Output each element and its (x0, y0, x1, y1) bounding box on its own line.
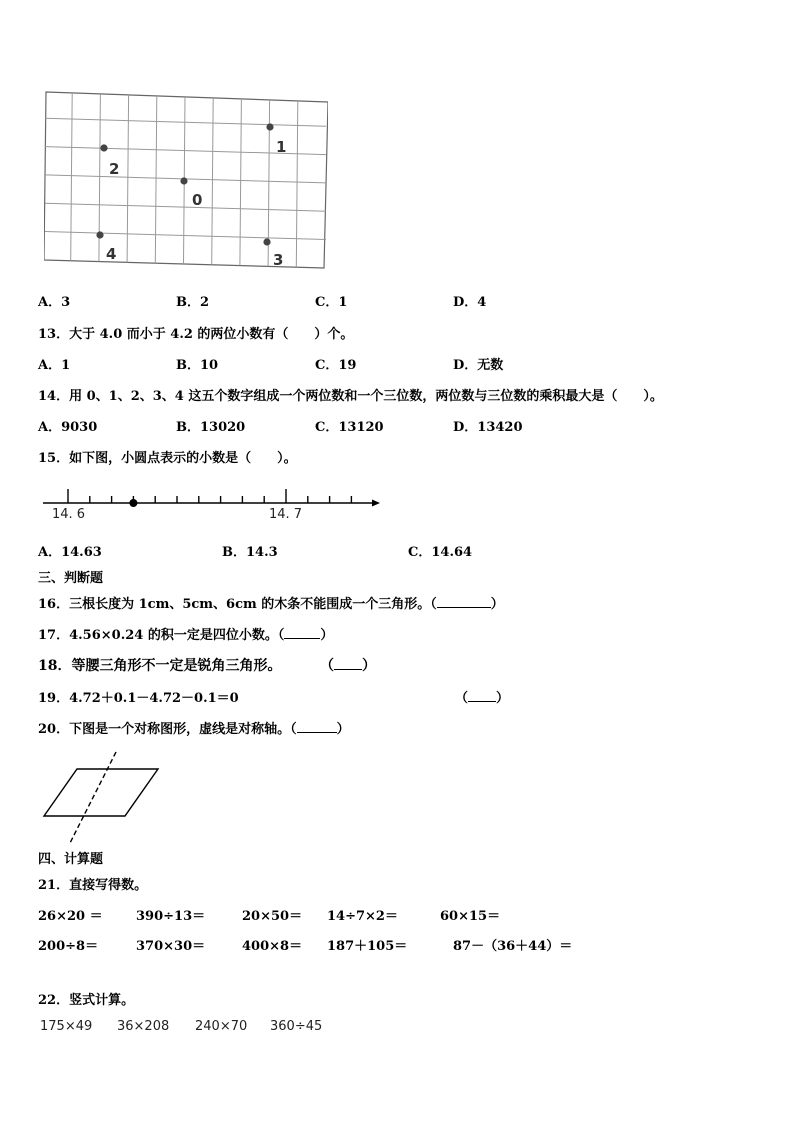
q22-item: 240×70 (195, 1019, 248, 1034)
q19-row (38, 687, 239, 706)
q12-option-c[interactable]: C．1 (315, 295, 348, 310)
q17-answer-blank[interactable] (284, 638, 320, 639)
grid-label-2: 2 (109, 160, 120, 178)
q17-close: ） (320, 628, 334, 643)
q18-open: （ (320, 658, 334, 674)
grid-line-horizontal (45, 232, 326, 240)
q12-option-a[interactable]: A．3 (38, 295, 71, 310)
q18-row (38, 655, 281, 675)
q16-row (38, 593, 504, 612)
q14-option-b[interactable]: B．13020 (176, 420, 246, 435)
q21-item: 87－（36＋44）＝ (453, 939, 573, 954)
grid-point-3 (263, 238, 270, 245)
q19-open: （ (455, 691, 469, 706)
q18-bracket (320, 655, 376, 675)
q19-answer-blank[interactable] (468, 701, 496, 702)
number-line-label-start: 14. 6 (52, 507, 86, 522)
q14-option-d[interactable]: D．13420 (453, 420, 523, 435)
q21-item: 187＋105＝ (327, 939, 408, 954)
q16-close: ） (490, 597, 504, 612)
grid-label-1: 1 (276, 138, 287, 156)
q15-option-a[interactable]: A．14.63 (38, 545, 102, 560)
number-line-point (129, 499, 137, 507)
grid-point-0 (180, 177, 187, 184)
q21-item: 370×30＝ (136, 939, 206, 954)
grid-point-4 (96, 231, 103, 238)
q21-item: 14÷7×2＝ (327, 909, 398, 924)
q22-item: 36×208 (117, 1019, 170, 1034)
q20-row (38, 718, 350, 737)
q14-question: 14．用 0、1、2、3、4 这五个数字组成一个两位数和一个三位数，两位数与三位数的乘积最大是（ ）。 (38, 389, 663, 404)
q13-question: 13．大于 4.0 而小于 4.2 的两位小数有（ ）个。 (38, 327, 354, 342)
grid-svg (44, 90, 328, 270)
q18-answer-blank[interactable] (334, 669, 362, 670)
q14-option-c[interactable]: C．13120 (315, 420, 384, 435)
q13-option-a[interactable]: A．1 (38, 358, 71, 373)
q17-row (38, 624, 333, 643)
parallelogram-svg (40, 750, 165, 845)
coordinate-grid-figure (44, 90, 328, 270)
grid-point-2 (100, 144, 107, 151)
q19-close: ） (496, 691, 510, 706)
q22-item: 175×49 (40, 1019, 93, 1034)
q15-option-b[interactable]: B．14.3 (222, 545, 278, 560)
q21-question: 21．直接写得数。 (38, 878, 148, 893)
symmetry-axis-dashed-line (70, 752, 116, 843)
q15-option-c[interactable]: C．14.64 (408, 545, 473, 560)
q12-option-b[interactable]: B．2 (176, 295, 210, 310)
grid-label-3: 3 (273, 251, 284, 269)
q21-item: 400×8＝ (242, 939, 303, 954)
grid-label-0: 0 (192, 191, 203, 209)
number-line-label-mid: 14. 7 (269, 507, 303, 522)
grid-label-4: 4 (106, 245, 117, 263)
grid-point-1 (266, 123, 273, 130)
parallelogram-figure (40, 750, 165, 845)
number-line-figure (40, 480, 385, 525)
q20-question: 20．下图是一个对称图形，虚线是对称轴。（ (38, 722, 297, 737)
q21-item: 390÷13＝ (136, 909, 206, 924)
q15-question: 15．如下图，小圆点表示的小数是（ ）。 (38, 451, 297, 466)
grid-line-vertical (71, 93, 73, 261)
q13-option-b[interactable]: B．10 (176, 358, 219, 373)
grid-line-horizontal (45, 203, 326, 211)
q21-item: 60×15＝ (440, 909, 501, 924)
number-line-svg (40, 480, 385, 510)
q19-bracket (455, 687, 509, 706)
q21-item: 200÷8＝ (38, 939, 99, 954)
q20-close: ） (336, 722, 350, 737)
q20-answer-blank[interactable] (297, 732, 337, 733)
q18-question: 18．等腰三角形不一定是锐角三角形。 (38, 658, 282, 674)
q12-option-d[interactable]: D．4 (453, 295, 487, 310)
section-heading-judgment: 三、判断题 (38, 571, 104, 586)
q16-answer-blank[interactable] (437, 607, 491, 608)
q22-question: 22．竖式计算。 (38, 993, 135, 1008)
q14-option-a[interactable]: A．9030 (38, 420, 98, 435)
grid-line-vertical (127, 95, 129, 262)
q19-question: 19．4.72＋0.1－4.72－0.1＝0 (38, 691, 239, 706)
q18-close: ） (362, 658, 376, 674)
q21-item: 20×50＝ (242, 909, 303, 924)
q16-question: 16．三根长度为 1cm、5cm、6cm 的木条不能围成一个三角形。（ (38, 597, 437, 612)
q17-question: 17．4.56×0.24 的积一定是四位小数。（ (38, 628, 285, 643)
q13-option-c[interactable]: C．19 (315, 358, 357, 373)
q22-item: 360÷45 (270, 1019, 323, 1034)
q21-item: 26×20 ＝ (38, 909, 103, 924)
section-heading-calculation: 四、计算题 (38, 852, 104, 867)
q13-option-d[interactable]: D．无数 (453, 358, 504, 373)
grid-line-horizontal (45, 118, 326, 126)
